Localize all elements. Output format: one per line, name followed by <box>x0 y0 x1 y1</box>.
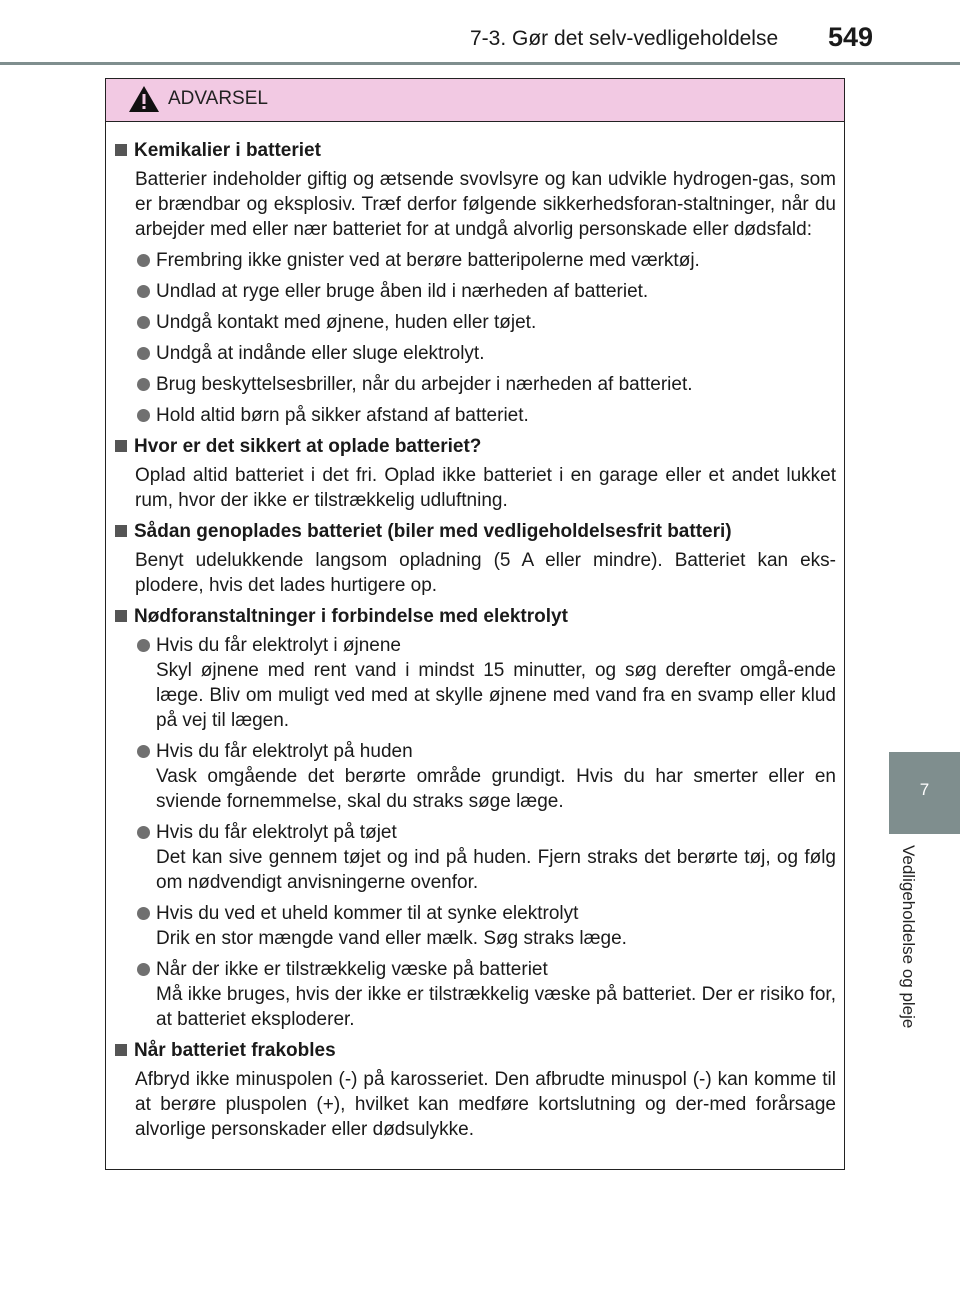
list-item: Frembring ikke gnister ved at berøre batteripolerne med værktøj. <box>137 248 836 273</box>
section-charging-location <box>115 434 836 513</box>
section-heading: Sådan genoplades batteriet (biler med vedligeholdelsesfrit batteri) <box>115 519 836 544</box>
warning-header <box>106 79 844 122</box>
warning-title: ADVARSEL <box>168 88 268 109</box>
section-disconnecting <box>115 1038 836 1142</box>
chapter-tab <box>889 752 960 834</box>
square-bullet-icon <box>115 1044 127 1056</box>
section-chemicals <box>115 138 836 428</box>
section-recharging <box>115 519 836 598</box>
square-bullet-icon <box>115 610 127 622</box>
warning-triangle-icon <box>128 85 160 113</box>
chapter-number: 7 <box>919 780 930 799</box>
section-text: Batterier indeholder giftig og ætsende svovlsyre og kan udvikle hydrogen-gas, som er brændbar og eksplosiv. Træf derfor følgende sikkerhedsforan-staltninger, når du arbejder med eller nær batteriet for at undgå alvorlig personskade eller dødsfald: <box>135 169 836 240</box>
list-item: Når der ikke er tilstrækkelig væske på batteriet Må ikke bruges, hvis der ikke er tilstrækkelig væske på batteriet. Der er risiko for, at batteriet eksploderer. <box>137 957 836 1032</box>
round-bullet-icon <box>137 745 150 758</box>
list-item: Undgå kontakt med øjnene, huden eller tøjet. <box>137 310 836 335</box>
round-bullet-icon <box>137 826 150 839</box>
running-header-section: 7-3. Gør det selv-vedligeholdelse <box>470 27 779 50</box>
round-bullet-icon <box>137 963 150 976</box>
round-bullet-icon <box>137 347 150 360</box>
list-item: Hvis du får elektrolyt i øjnene Skyl øjnene med rent vand i mindst 15 minutter, og søg derefter omgå-ende læge. Bliv om muligt ved med at skylle øjnene med vand fra en svamp eller klud på vej til lægen. <box>137 633 836 733</box>
section-text: Benyt udelukkende langsom opladning (5 A eller mindre). Batteriet kan eks-plodere, hvis det lades hurtigere op. <box>135 550 836 596</box>
list-item: Brug beskyttelsesbriller, når du arbejder i nærheden af batteriet. <box>137 372 836 397</box>
round-bullet-icon <box>137 378 150 391</box>
list-item: Undlad at ryge eller bruge åben ild i nærheden af batteriet. <box>137 279 836 304</box>
list-item: Hold altid børn på sikker afstand af batteriet. <box>137 403 836 428</box>
section-text: Afbryd ikke minuspolen (-) på karosseriet. Den afbrudte minuspol (-) kan komme til at berøre pluspolen (+), hvilket kan medføre kortslutning og der-med forårsage alvorlige personskader eller dødsulykke. <box>135 1069 836 1140</box>
list-item: Hvis du får elektrolyt på tøjet Det kan sive gennem tøjet og ind på huden. Fjern straks det berørte tøj, og følg om nødvendigt anvisningerne ovenfor. <box>137 820 836 895</box>
header-rule <box>0 62 960 65</box>
round-bullet-icon <box>137 254 150 267</box>
section-heading: Kemikalier i batteriet <box>115 138 836 163</box>
square-bullet-icon <box>115 525 127 537</box>
square-bullet-icon <box>115 144 127 156</box>
round-bullet-icon <box>137 409 150 422</box>
section-heading: Hvor er det sikkert at oplade batteriet? <box>115 434 836 459</box>
square-bullet-icon <box>115 440 127 452</box>
section-emergency <box>115 604 836 1032</box>
round-bullet-icon <box>137 316 150 329</box>
list-item: Hvis du ved et uheld kommer til at synke elektrolyt Drik en stor mængde vand eller mælk. Søg straks læge. <box>137 901 836 951</box>
round-bullet-icon <box>137 907 150 920</box>
warning-body <box>106 122 844 1142</box>
round-bullet-icon <box>137 639 150 652</box>
section-heading: Når batteriet frakobles <box>115 1038 836 1063</box>
page-number: 549 <box>828 22 874 52</box>
warning-box <box>105 78 845 1170</box>
list-item: Hvis du får elektrolyt på huden Vask omgående det berørte område grundigt. Hvis du har smerter eller en sviende fornemmelse, skal du straks søge læge. <box>137 739 836 814</box>
round-bullet-icon <box>137 285 150 298</box>
section-text: Oplad altid batteriet i det fri. Oplad ikke batteriet i en garage eller et andet lukket rum, hvor der ikke er tilstrækkelig udluftning. <box>135 465 836 511</box>
section-heading: Nødforanstaltninger i forbindelse med elektrolyt <box>115 604 836 629</box>
chapter-label: Vedligeholdelse og pleje <box>899 845 918 1029</box>
list-item: Undgå at indånde eller sluge elektrolyt. <box>137 341 836 366</box>
